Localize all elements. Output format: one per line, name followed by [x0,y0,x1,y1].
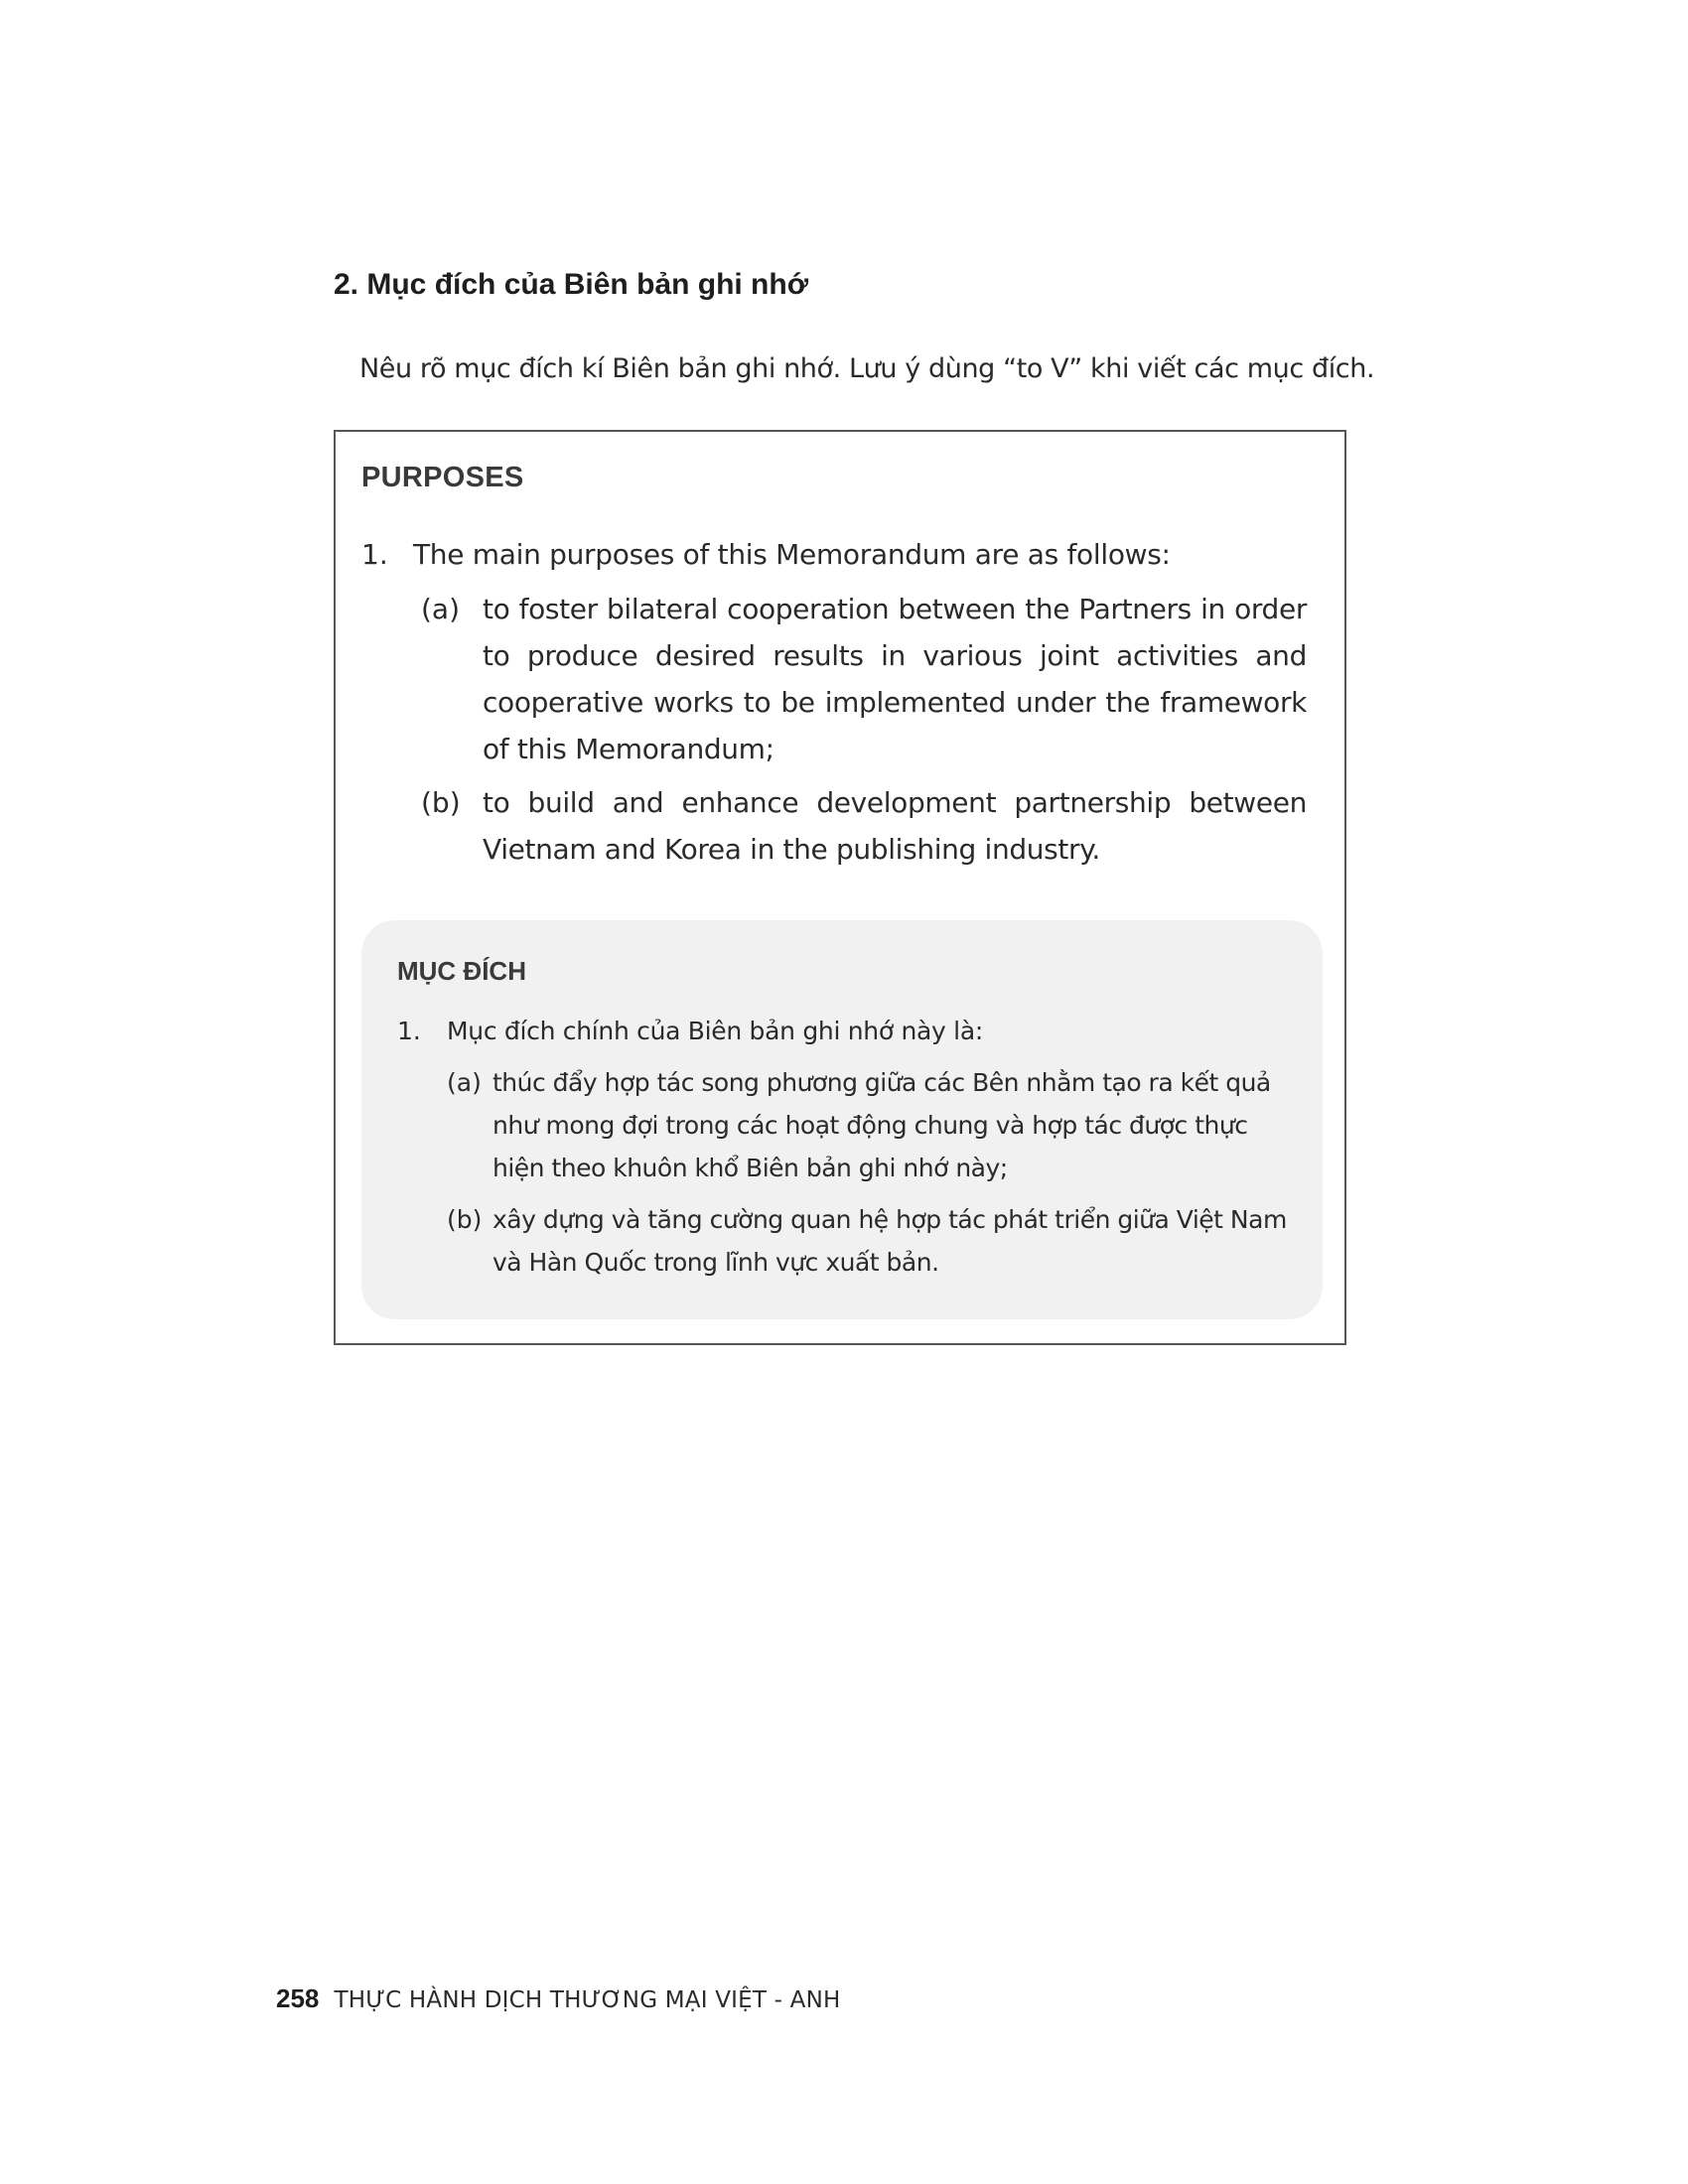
muc-dich-heading: MỤC ĐÍCH [397,956,526,986]
item-number: 1. [397,1017,421,1045]
section-heading: 2. Mục đích của Biên bản ghi nhớ [334,268,809,301]
sub-item-text: thúc đẩy hợp tác song phương giữa các Bên nhằm tạo ra kết quả như mong đợi trong các hoạt động chung và hợp tác được thực hiện theo khuôn khổ Biên bản ghi nhớ này; [492,1068,1271,1182]
sub-item-label: (b) [421,786,461,819]
purposes-heading: PURPOSES [361,462,524,493]
sub-item-label: (a) [421,593,461,625]
item-lead-text: Mục đích chính của Biên bản ghi nhớ này là: [447,1017,983,1045]
sub-item-text: to build and enhance development partnership between Vietnam and Korea in the publishing industry. [483,786,1307,866]
book-title: THỰC HÀNH DỊCH THƯƠNG MẠI VIỆT - ANH [334,1987,841,2013]
sub-item-label: (a) [447,1068,482,1097]
page-number: 258 [276,1983,320,2013]
page-footer [276,1983,840,2014]
sub-item-text: xây dựng và tăng cường quan hệ hợp tác phát triển giữa Việt Nam và Hàn Quốc trong lĩnh vực xuất bản. [492,1205,1287,1277]
item-lead-text: The main purposes of this Memorandum are as follows: [413,538,1171,571]
instruction-text: Nêu rõ mục đích kí Biên bản ghi nhớ. Lưu ý dùng “to V” khi viết các mục đích. [359,353,1375,384]
sub-item-text: to foster bilateral cooperation between the Partners in order to produce desired results in various joint activities and cooperative works to be implemented under the framework of this Memorandum; [483,593,1307,765]
sub-item-label: (b) [447,1205,483,1234]
item-number: 1. [361,538,388,571]
vietnamese-translation-box [361,920,1323,1319]
purposes-frame [334,430,1346,1345]
